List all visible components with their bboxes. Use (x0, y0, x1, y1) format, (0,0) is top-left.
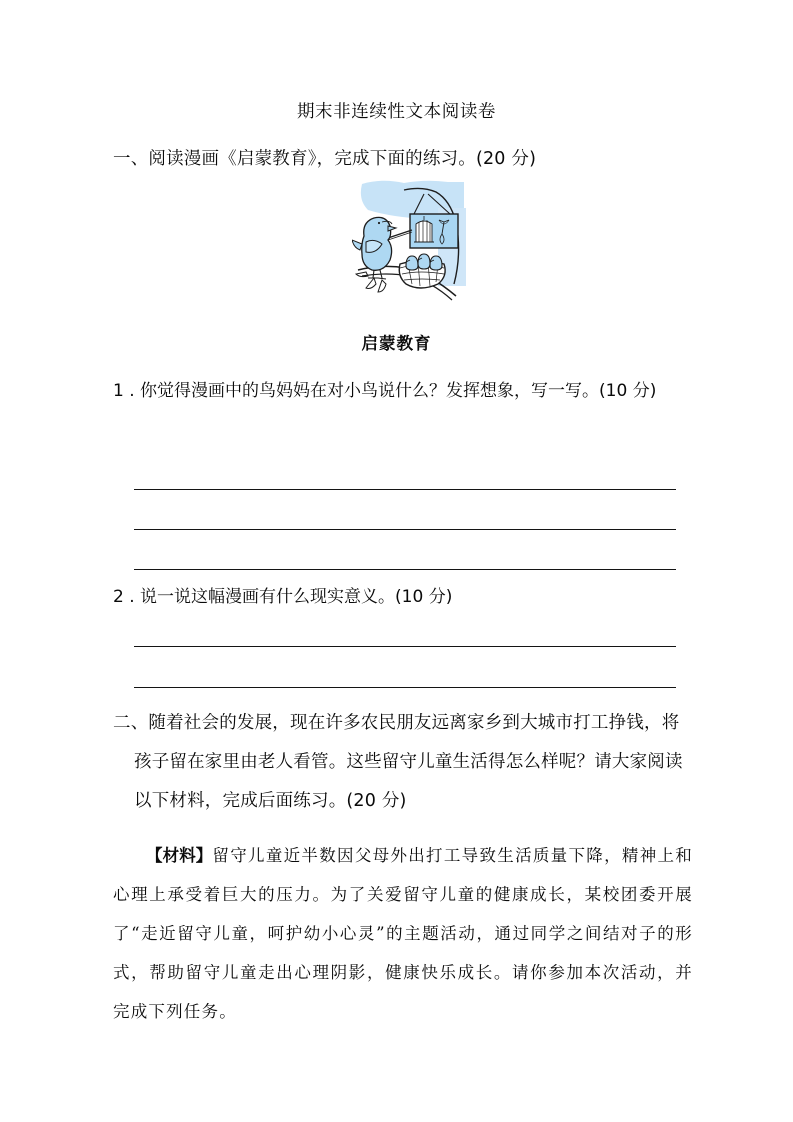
answer-line-q1-3[interactable] (134, 569, 676, 570)
question-1-text: 1 . 你觉得漫画中的鸟妈妈在对小鸟说什么？发挥想象，写一写。(10 分) (113, 381, 657, 401)
question-1 (113, 372, 691, 410)
answer-line-q2-1[interactable] (134, 646, 676, 647)
reading-material (113, 836, 693, 1031)
material-text: 留守儿童近半数因父母外出打工导致生活质量下降，精神上和心理上承受着巨大的压力。为了关爱留守儿童的健康成长，某校团委开展了“走近留守儿童，呵护幼小心灵”的主题活动，通过同学之间结对子的形式，帮助留守儿童走出心理阴影，健康快乐成长。请你参加本次活动，并完成下列任务。 (113, 846, 694, 1021)
section-heading-one: 一、阅读漫画《启蒙教育》，完成下面的练习。(20 分) (113, 149, 537, 169)
answer-line-q1-1[interactable] (134, 489, 676, 490)
answer-line-q2-2[interactable] (134, 687, 676, 688)
page-title: 期末非连续性文本阅读卷 (296, 102, 497, 122)
question-2-text: 2 . 说一说这幅漫画有什么现实意义。(10 分) (113, 587, 453, 607)
section-two-text: 二、随着社会的发展，现在许多农民朋友远离家乡到大城市打工挣钱，将孩子留在家里由老人看管。这些留守儿童生活得怎么样呢？请大家阅读以下材料，完成后面练习。(20 分) (113, 713, 683, 811)
answer-line-q1-2[interactable] (134, 529, 676, 530)
section-heading-two (113, 704, 693, 821)
material-tag: 【材料】 (146, 846, 213, 865)
cartoon-caption: 启蒙教育 (361, 334, 432, 353)
question-2 (113, 578, 691, 616)
cartoon-illustration (352, 178, 474, 302)
